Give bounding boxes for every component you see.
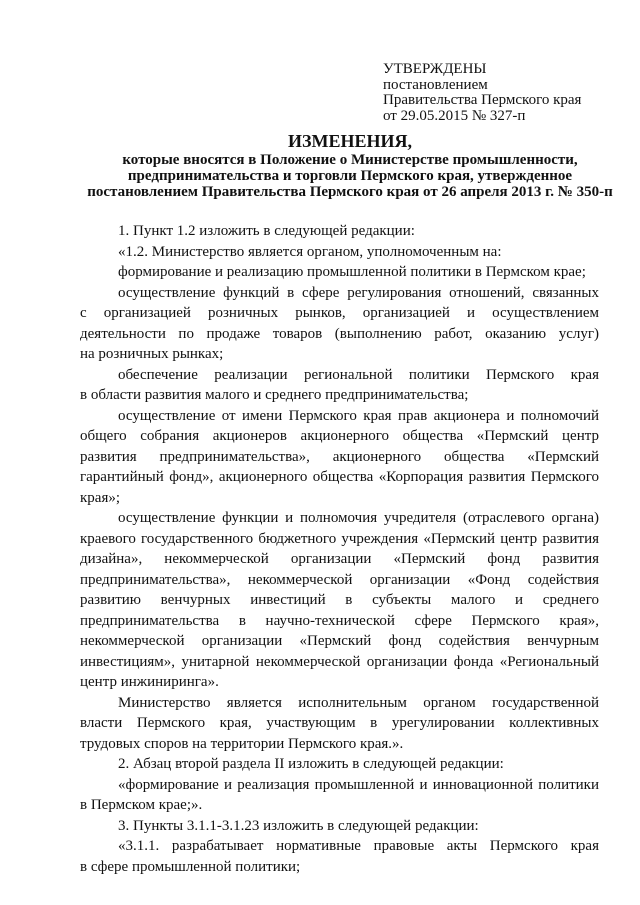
text-line: края»; [80, 489, 121, 506]
approval-line: Правительства Пермского края [383, 92, 582, 109]
document-body [80, 221, 599, 877]
body-paragraph [80, 754, 599, 775]
text-line: «формирование и реализация промышленной и инновационной политики [118, 776, 599, 793]
body-paragraph [80, 283, 599, 365]
text-line: в Пермском крае;». [80, 797, 203, 813]
text-line: инвестициям», унитарной некоммерческой организации фонда «Региональный [80, 653, 599, 670]
text-line: «1.2. Министерство является органом, уполномоченным на: [118, 243, 502, 260]
text-line: осуществление функции и полномочия учредителя (отраслевого органа) [118, 510, 599, 526]
text-line: общего собрания акционеров акционерного общества «Пермский центр [80, 428, 599, 444]
subtitle-line: постановлением Правительства Пермского края от 26 апреля 2013 г. № 350-п [87, 184, 613, 200]
text-line: на розничных рынках; [80, 346, 224, 362]
body-paragraph [80, 816, 599, 837]
text-line: с организацией розничных рынков, организацией и осуществлением [80, 305, 599, 321]
text-line: в сфере промышленной политики; [80, 858, 301, 875]
text-line: деятельности по продаже товаров (выполнению работ, оказанию услуг) [80, 325, 599, 342]
text-line: «3.1.1. разрабатывает нормативные правовые акты Пермского края [118, 838, 599, 854]
text-line: 2. Абзац второй раздела II изложить в следующей редакции: [118, 756, 504, 772]
body-paragraph [80, 693, 599, 755]
text-line: предпринимательства в научно-технической сфере Пермского края», [80, 612, 599, 629]
text-line: развитию венчурных инвестиций в субъекты малого и среднего [80, 592, 599, 608]
document-title: ИЗМЕНЕНИЯ, [287, 131, 412, 151]
text-line: дизайна», некоммерческой организации «Пермский фонд развития [80, 551, 599, 567]
text-line: Министерство является исполнительным органом государственной [118, 694, 599, 711]
text-line: центр инжиниринга». [80, 674, 219, 690]
text-line: осуществление от имени Пермского края прав акционера и полномочий [118, 407, 599, 424]
document-subtitle [80, 152, 620, 200]
text-line: формирование и реализацию промышленной политики в Пермском крае; [118, 264, 586, 280]
text-line: некоммерческой организации «Пермский фонд содействия венчурным [80, 633, 599, 649]
text-line: предпринимательства», некоммерческой организации «Фонд содействия [80, 571, 599, 588]
subtitle-line: которые вносятся в Положение о Министерстве промышленности, [122, 152, 578, 168]
text-line: обеспечение реализации региональной политики Пермского края [118, 366, 599, 383]
text-line: 3. Пункты 3.1.1-3.1.23 изложить в следующей редакции: [118, 817, 479, 834]
body-paragraph [80, 775, 599, 816]
text-line: 1. Пункт 1.2 изложить в следующей редакции: [118, 223, 415, 239]
body-paragraph [80, 221, 599, 242]
text-line: власти Пермского края, участвующим в урегулировании коллективных [80, 715, 599, 731]
text-line: в области развития малого и среднего предпринимательства; [80, 387, 469, 403]
body-paragraph [80, 365, 599, 406]
text-line: краевого государственного бюджетного учреждения «Пермский центр развития [80, 530, 599, 547]
subtitle-line: предпринимательства и торговли Пермского края, утвержденное [127, 168, 573, 184]
body-paragraph [80, 836, 599, 877]
body-paragraph [80, 242, 599, 263]
text-line: гарантийный фонд», акционерного общества «Корпорация развития Пермского [80, 469, 599, 485]
text-line: трудовых споров на территории Пермского края.». [80, 735, 404, 752]
approval-line: постановлением [383, 76, 488, 93]
body-paragraph [80, 406, 599, 509]
body-paragraph [80, 262, 599, 283]
text-line: развития предпринимательства», акционерного общества «Пермский [80, 448, 599, 465]
approval-stamp-block [383, 62, 581, 124]
body-paragraph [80, 508, 599, 693]
approval-date-number: от 29.05.2015 № 327-п [383, 107, 526, 124]
approval-heading: УТВЕРЖДЕНЫ [383, 61, 487, 77]
text-line: осуществление функций в сфере регулирования отношений, связанных [118, 284, 599, 301]
